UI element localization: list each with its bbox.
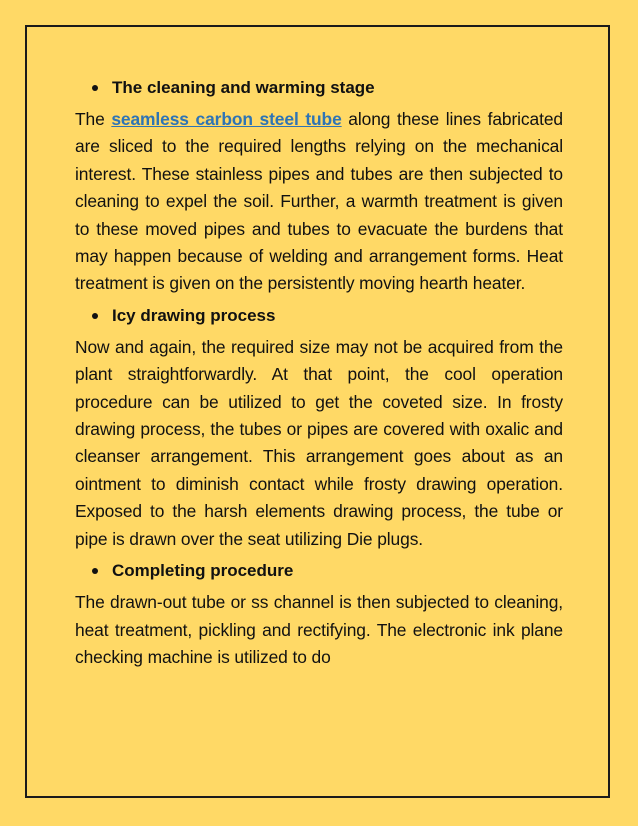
paragraph-text: The [75,109,112,129]
section-paragraph-cleaning [75,106,563,298]
paragraph-text: along these lines fabricated are sliced to the required lengths relying on the mechanical interest. These stainless pipes and tubes are then subjected to cleaning to expel the soil. Further, a warmth treatment is given to these moved pipes and tubes to evacuate the burdens that may happen because of welding and arrangement forms. Heat treatment is given on the persistently moving hearth heater. [75,109,563,294]
section-heading-cleaning [75,74,563,102]
bullet-icon [92,313,98,319]
seamless-carbon-steel-tube-link[interactable]: seamless carbon steel tube [111,109,342,129]
bullet-icon [92,85,98,91]
heading-text: The cleaning and warming stage [112,78,375,97]
section-paragraph-completing: The drawn-out tube or ss channel is then subjected to cleaning, heat treatment, pickling and rectifying. The electronic ink plane checking machine is utilized to do [75,592,563,667]
section-heading-icy-drawing [75,302,563,330]
section-heading-completing [75,557,563,585]
heading-text: Icy drawing process [112,305,276,325]
section-paragraph-icy-drawing: Now and again, the required size may not be acquired from the plant straightforwardly. At that point, the cool operation procedure can be utilized to get the coveted size. In frosty drawing process, the tubes or pipes are covered with oxalic and cleanser arrangement. This arrangement goes about as an ointment to diminish contact while frosty drawing operation. Exposed to the harsh elements drawing process, the tube or pipe is drawn over the seat utilizing Die plugs. [75,336,563,549]
heading-text: Completing procedure [112,561,294,581]
bullet-icon [92,568,98,574]
document-body [75,74,563,675]
